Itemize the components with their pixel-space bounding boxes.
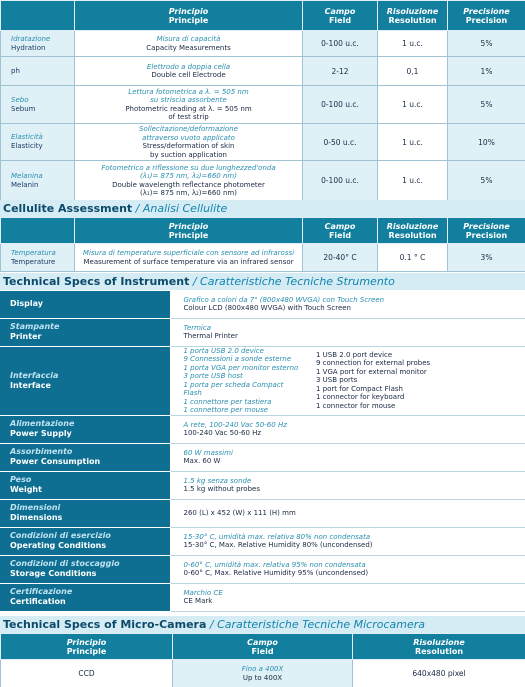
instrument-specs-table	[0, 291, 525, 612]
cellulite-table-header	[1, 218, 525, 244]
row-precision: 5%	[448, 161, 525, 201]
row-label: Elasticità Elasticity	[1, 124, 75, 161]
row-field: Fino a 400X Up to 400X	[173, 660, 353, 687]
spec-row-certification	[0, 583, 525, 611]
row-precision: 3%	[448, 244, 525, 272]
row-field: 0-100 u.c.	[303, 31, 378, 57]
spec-row-operating	[0, 527, 525, 555]
table-row-hydration	[1, 31, 525, 57]
header-field: Campo Field	[303, 1, 378, 31]
row-field: 0-100 u.c.	[303, 161, 378, 201]
skin-table-header	[1, 1, 525, 31]
spec-value: Marchio CE CE Mark	[170, 583, 525, 611]
spec-key: Alimentazione Power Supply	[0, 415, 170, 443]
spec-row-interface	[0, 346, 525, 415]
spec-row-dimensions	[0, 499, 525, 527]
spec-row-weight	[0, 471, 525, 499]
spec-row-printer	[0, 318, 525, 346]
row-label: Temperatura Temperature	[1, 244, 75, 272]
spec-value-it: 1 porta USB 2.0 device 9 Connessioni a sonde esterne 1 porta VGA per monitor esterno 3 porte USB host 1 porta per scheda Compact Flash 1 connettore per tastiera 1 connettore per mouse	[170, 346, 300, 415]
spec-value: A rete, 100-240 Vac 50-60 Hz 100-240 Vac 50-60 Hz	[170, 415, 525, 443]
cellulite-table	[0, 217, 525, 272]
header-resolution: Risoluzione Resolution	[378, 218, 448, 244]
header-principle: Principio Principle	[75, 218, 303, 244]
row-description: Misura di temperature superficiale con sensore ad infrarossi Measurement of surface temperature via an infrared sensor	[75, 244, 303, 272]
row-field: 0-100 u.c.	[303, 86, 378, 124]
spec-row-display	[0, 291, 525, 318]
header-principle: Principio Principle	[1, 634, 173, 660]
row-description: Misura di capacità Capacity Measurements	[75, 31, 303, 57]
spec-key: Certificazione Certification	[0, 583, 170, 611]
spec-key: Condizioni di esercizio Operating Conditions	[0, 527, 170, 555]
row-label: Idratazione Hydration	[1, 31, 75, 57]
row-resolution: 640x480 pixel	[353, 660, 525, 687]
header-precision: Precisione Precision	[448, 218, 525, 244]
spec-key: Display	[0, 291, 170, 318]
skin-parameters-table	[0, 0, 525, 201]
section-title-it: / Analisi Cellulite	[132, 202, 228, 215]
spec-key: Stampante Printer	[0, 318, 170, 346]
table-row-temperature	[1, 244, 525, 272]
row-description: Lettura fotometrica a λ. = 505 nm su striscia assorbente Photometric reading at λ. = 505 nm of test strip	[75, 86, 303, 124]
spec-value: 0-60° C, umidità max. relativa 95% non condensata 0-60° C, Max. Relative Humidity 95% (uncondensed)	[170, 555, 525, 583]
row-principle: CCD	[1, 660, 173, 687]
section-title-cellulite	[0, 200, 525, 217]
spec-value: Grafico a colori da 7" (800x480 WVGA) con Touch Screen Colour LCD (800x480 WVGA) with Touch Screen	[170, 291, 525, 318]
row-label: Melanina Melanin	[1, 161, 75, 201]
spec-value-en: 1 USB 2.0 port device 9 connection for external probes 1 VGA port for external monitor 3 USB ports 1 port for Compact Flash 1 connector for keyboard 1 connector for mouse	[300, 346, 525, 415]
header-empty	[1, 1, 75, 31]
row-field: 20-40° C	[303, 244, 378, 272]
row-precision: 1%	[448, 57, 525, 86]
spec-value: 15-30° C, umidità max. relativa 80% non condensata 15-30° C, Max. Relative Humidity 80% (uncondensed)	[170, 527, 525, 555]
spec-key: Dimensioni Dimensions	[0, 499, 170, 527]
row-resolution: 1 u.c.	[378, 161, 448, 201]
row-precision: 10%	[448, 124, 525, 161]
section-title-en: Cellulite Assessment	[3, 202, 133, 215]
spec-row-storage	[0, 555, 525, 583]
row-resolution: 0.1 ° C	[378, 244, 448, 272]
section-title-en: Technical Specs of Instrument	[3, 275, 190, 288]
section-title-camera	[0, 616, 525, 633]
row-resolution: 1 u.c.	[378, 31, 448, 57]
row-description: Sollecitazione/deformazione attraverso vuoto applicato Stress/deformation of skin by suction application	[75, 124, 303, 161]
header-resolution: Risoluzione Resolution	[378, 1, 448, 31]
row-label: Sebo Sebum	[1, 86, 75, 124]
row-resolution: 0,1	[378, 57, 448, 86]
section-title-it: / Caratteristiche Tecniche Microcamera	[206, 618, 425, 631]
header-precision: Precisione Precision	[448, 1, 525, 31]
section-title-instrument	[0, 273, 525, 290]
spec-value: 60 W massimi Max. 60 W	[170, 443, 525, 471]
header-field: Campo Field	[303, 218, 378, 244]
section-title-it: / Caratteristiche Tecniche Strumento	[189, 275, 395, 288]
row-field: 0-50 u.c.	[303, 124, 378, 161]
table-row-ph	[1, 57, 525, 86]
header-empty	[1, 218, 75, 244]
row-precision: 5%	[448, 86, 525, 124]
table-row-ccd	[1, 660, 525, 687]
row-precision: 5%	[448, 31, 525, 57]
row-label: ph	[1, 57, 75, 86]
spec-key: Peso Weight	[0, 471, 170, 499]
camera-table-header	[1, 634, 525, 660]
header-field: Campo Field	[173, 634, 353, 660]
spec-key: Interfaccia Interface	[0, 346, 170, 415]
spec-row-power-supply	[0, 415, 525, 443]
spec-key: Condizioni di stoccaggio Storage Conditions	[0, 555, 170, 583]
header-principle: Principio Principle	[75, 1, 303, 31]
table-row-sebum	[1, 86, 525, 124]
row-description: Elettrodo a doppia cella Double cell Electrode	[75, 57, 303, 86]
section-title-en: Technical Specs of Micro-Camera	[3, 618, 207, 631]
camera-table	[0, 633, 525, 687]
spec-value: 1.5 kg senza sonde 1.5 kg without probes	[170, 471, 525, 499]
row-description: Fotometrico a riflessione su due lunghezzed'onda (λ₁)= 875 nm, λ₂)=660 nm) Double wavelength reflectance photometer (λ₁)= 875 nm, λ₂)=660 nm)	[75, 161, 303, 201]
spec-value: 260 (L) x 452 (W) x 111 (H) mm	[170, 499, 525, 527]
table-row-melanin	[1, 161, 525, 201]
spec-row-power-consumption	[0, 443, 525, 471]
spec-value: Termica Thermal Printer	[170, 318, 525, 346]
row-resolution: 1 u.c.	[378, 124, 448, 161]
spec-key: Assorbimento Power Consumption	[0, 443, 170, 471]
header-resolution: Risoluzione Resolution	[353, 634, 525, 660]
row-resolution: 1 u.c.	[378, 86, 448, 124]
row-field: 2-12	[303, 57, 378, 86]
table-row-elasticity	[1, 124, 525, 161]
